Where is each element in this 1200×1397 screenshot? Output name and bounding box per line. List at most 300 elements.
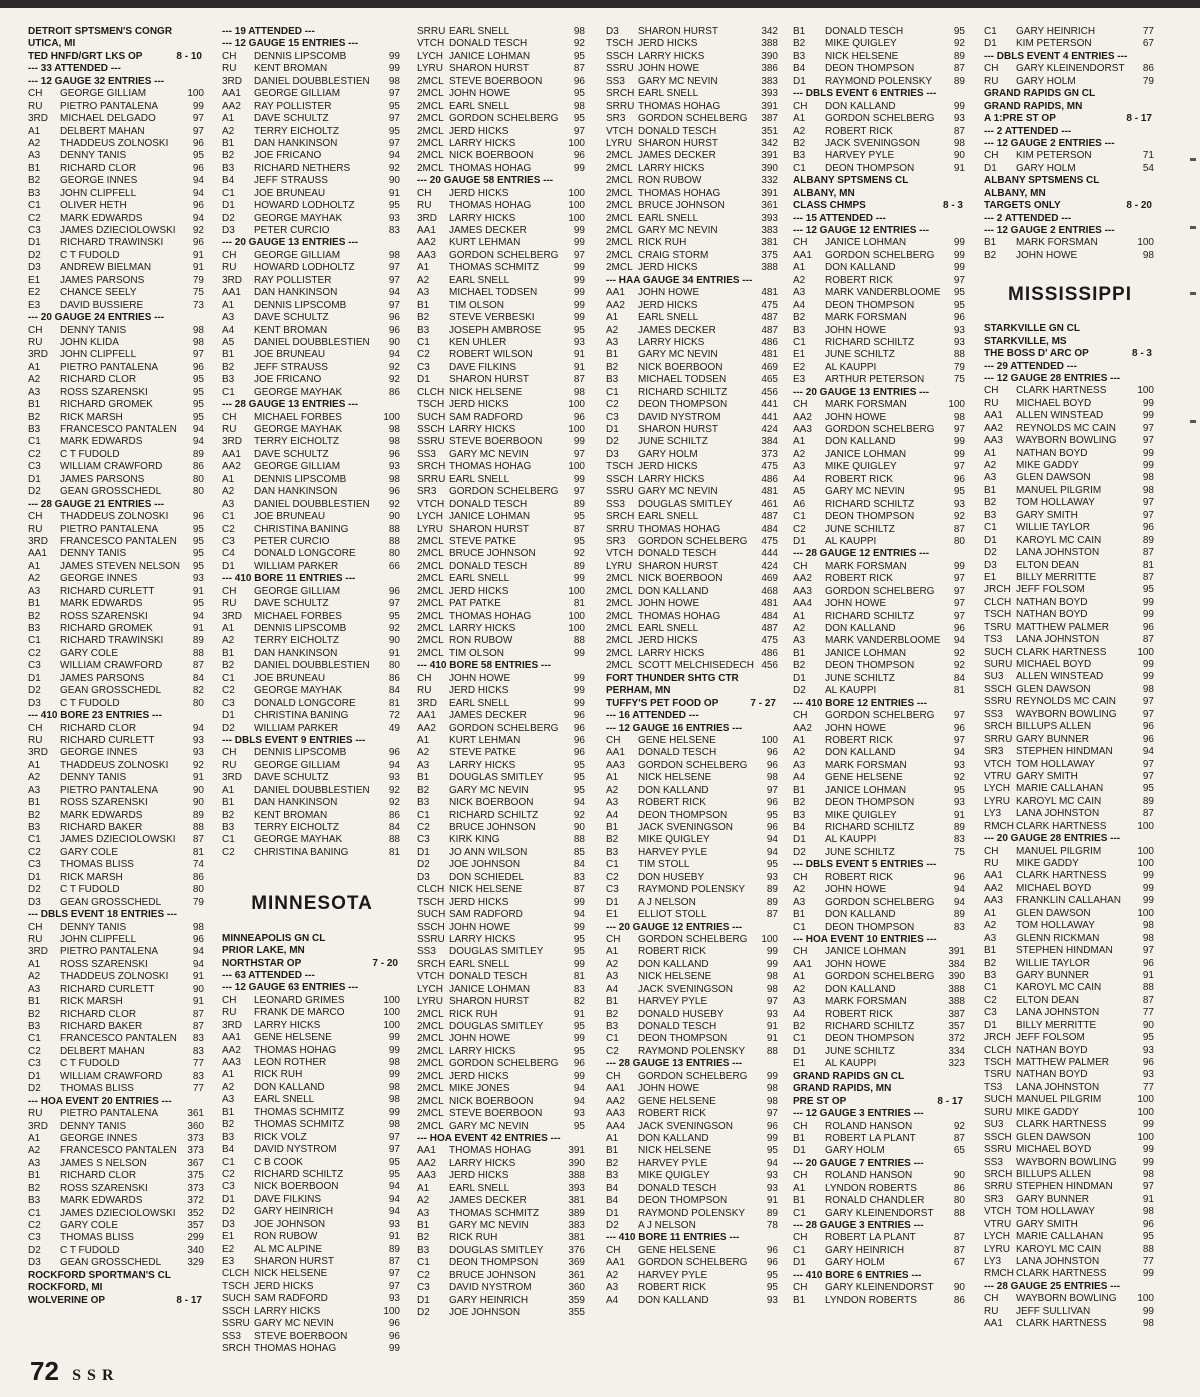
score: 93 (388, 1218, 400, 1230)
score: 99 (1142, 870, 1154, 882)
shooter-name: ROSS SZARENSKI (60, 797, 148, 809)
place-class: C2 (222, 685, 235, 697)
event-heading: --- 12 GAUGE 32 ENTRIES --- (28, 75, 165, 87)
result-row (984, 783, 1156, 795)
place-class: C1 (793, 162, 806, 174)
place-class: 2MCL (417, 585, 444, 597)
place-class: SRRU (417, 473, 446, 485)
shooter-name: MIKE QUIGLEY (638, 1170, 710, 1182)
result-row (222, 138, 402, 150)
score: 100 (383, 1305, 400, 1317)
shooter-name: FRANCESCO PANTALEN (60, 535, 177, 547)
result-row (984, 26, 1156, 38)
place-class: C2 (606, 1045, 619, 1057)
score: 54 (1142, 162, 1154, 174)
result-row (793, 1021, 967, 1033)
score: 91 (192, 623, 204, 634)
result-row (28, 1046, 206, 1058)
place-class: D3 (28, 896, 41, 908)
place-class: C1 (793, 1033, 806, 1045)
shooter-name: JUNE SCHILTZ (638, 436, 708, 448)
result-row (417, 909, 587, 921)
shooter-name: ROLAND HANSON (825, 1120, 913, 1132)
result-row (606, 959, 780, 971)
result-row (222, 1293, 402, 1305)
shooter-name: BILLUPS ALLEN (1016, 721, 1092, 733)
place-class: B1 (417, 772, 430, 784)
place-class: C2 (28, 647, 41, 659)
score: 393 (761, 88, 778, 100)
result-row (417, 1096, 587, 1108)
result-row (984, 933, 1156, 945)
place-class: AA3 (606, 759, 625, 771)
place-class: B3 (28, 1195, 41, 1207)
result-row (984, 1119, 1156, 1131)
result-row (222, 1281, 402, 1293)
shooter-name: ALLEN WINSTEAD (1016, 671, 1104, 683)
shooter-name: DAN HANKINSON (254, 797, 338, 809)
result-row (417, 188, 587, 200)
place-class: C1 (28, 436, 41, 448)
place-class: D3 (417, 871, 430, 883)
score: 89 (573, 498, 585, 510)
place-class: 2MCL (417, 125, 444, 137)
result-row (984, 572, 1156, 584)
result-row (793, 909, 967, 921)
result-row (984, 76, 1156, 88)
shooter-name: THADDEUS ZOLNOSKI (60, 511, 169, 523)
shooter-name: THOMAS BLISS (60, 1232, 134, 1244)
result-row (417, 1195, 587, 1207)
shooter-name: DENNY TANIS (60, 921, 127, 933)
shoot-title (984, 348, 1156, 360)
score: 96 (953, 722, 965, 734)
shooter-name: GEAN GROSSCHEDL (60, 685, 162, 697)
score: 373 (187, 1182, 204, 1194)
result-row (222, 548, 402, 560)
place-class: AA2 (606, 299, 625, 311)
score: 97 (1142, 1181, 1154, 1193)
shooter-name: GORDON SCHELBERG (449, 486, 559, 498)
event-heading: --- 410 BORE 58 ENTRIES --- (417, 660, 551, 672)
event-heading: --- 20 GAUGE 13 ENTRIES --- (222, 237, 359, 249)
event-heading: --- 410 BORE 12 ENTRIES --- (793, 697, 927, 709)
result-row (984, 1206, 1156, 1218)
result-row (28, 747, 206, 759)
place-class: CH (606, 1244, 621, 1256)
shooter-name: ROBERT RICK (825, 125, 893, 137)
result-row (606, 822, 780, 834)
score: 388 (568, 1170, 585, 1182)
shooter-name: DEON THOMPSON (638, 1033, 728, 1045)
event-heading: --- 28 GAUGE 25 ENTRIES --- (984, 1280, 1121, 1292)
shooter-name: PETER CURCIO (254, 225, 330, 236)
place-class: D2 (793, 685, 806, 697)
place-class: AA2 (222, 461, 241, 473)
score: 96 (1142, 1057, 1154, 1068)
score: 98 (192, 921, 204, 933)
result-row (28, 548, 206, 560)
score: 88 (192, 822, 204, 833)
shooter-name: JERD HICKS (638, 38, 698, 50)
score: 94 (766, 1157, 778, 1169)
place-class: A1 (793, 262, 806, 274)
shooter-name: EARL SNELL (638, 312, 699, 324)
result-row (222, 1343, 402, 1355)
score: 99 (573, 896, 585, 908)
score: 98 (766, 772, 778, 784)
shooter-name: WAYBORN BOWLING (1016, 435, 1117, 447)
score: 97 (1142, 758, 1154, 770)
place-class: B2 (28, 809, 41, 821)
club-heading: ALBANY, MN (793, 187, 855, 199)
score: 384 (761, 436, 778, 448)
result-row (222, 698, 402, 710)
place-class: B1 (222, 797, 235, 809)
place-class: SSCH (606, 473, 634, 485)
place-class: AA3 (417, 1170, 436, 1182)
result-row (793, 946, 967, 958)
shooter-name: SHARON HURST (254, 1256, 335, 1267)
result-row (984, 1045, 1156, 1057)
shooter-name: THOMAS HOHAG (449, 1145, 532, 1157)
place-class: VTCH (606, 548, 634, 560)
place-class: 2MCL (417, 88, 444, 100)
shooter-name: TIM STOLL (638, 859, 690, 871)
score: 86 (953, 1294, 965, 1306)
shooter-name: MICHAEL BOYD (1016, 397, 1092, 409)
score: 94 (192, 187, 204, 199)
place-class: LYRU (417, 523, 443, 535)
result-row (984, 883, 1156, 895)
club-heading: ALBANY, MN (984, 187, 1046, 199)
result-row (606, 101, 780, 113)
score: 91 (192, 249, 204, 261)
shooter-name: STEPHEN HINDMAN (1016, 1181, 1113, 1193)
shooter-name: GEAN GROSSCHEDL (60, 1257, 162, 1269)
score: 95 (953, 299, 965, 311)
place-class: RU (28, 734, 43, 746)
score: 77 (1142, 1007, 1154, 1019)
shooter-name: ROBERT RICK (825, 734, 893, 746)
shooter-name: DOUGLAS SMITLEY (638, 498, 733, 510)
result-row (222, 349, 402, 361)
place-class: A3 (417, 1207, 430, 1219)
score: 97 (388, 274, 400, 286)
score: 93 (573, 336, 585, 348)
shooter-name: GARY HOLM (1016, 75, 1076, 87)
result-row (417, 1208, 587, 1220)
place-class: C3 (417, 1282, 430, 1294)
result-row (793, 611, 967, 623)
score: 95 (573, 324, 585, 336)
result-row (28, 113, 206, 125)
shooter-name: DONALD TESCH (449, 498, 528, 510)
spacer (984, 262, 1156, 274)
shooter-name: GENE HELSENE (638, 734, 716, 746)
score: 97 (1142, 497, 1154, 509)
result-row (28, 660, 206, 672)
result-row (417, 362, 587, 374)
score: 98 (388, 1081, 400, 1093)
place-class: D1 (984, 38, 997, 50)
result-row (28, 1009, 206, 1021)
shooter-name: KIRK KING (449, 834, 500, 846)
place-class: C2 (222, 523, 235, 535)
place-class: C1 (793, 336, 806, 348)
shooter-name: DONALD TESCH (638, 747, 717, 759)
score: 90 (388, 511, 400, 523)
shooter-name: GLEN DAWSON (1016, 907, 1091, 919)
place-class: LYCH (417, 50, 443, 62)
shooter-name: ROLAND HANSON (825, 1170, 913, 1182)
place-class: B3 (417, 1244, 430, 1256)
result-row (222, 1032, 402, 1044)
result-row (793, 1133, 967, 1145)
result-row (417, 1295, 587, 1307)
result-row (417, 275, 587, 287)
score: 73 (192, 299, 204, 311)
score: 91 (388, 647, 400, 659)
place-class: A1 (417, 262, 430, 274)
score: 97 (953, 573, 965, 585)
shooter-name: HARVEY PYLE (825, 150, 895, 162)
result-row (417, 959, 587, 971)
place-class: 2MCL (606, 585, 633, 597)
shooter-name: ROBERT RICK (638, 946, 706, 958)
place-class: TSCH (417, 896, 445, 908)
shooter-name: ROSS SZARENSKI (60, 386, 148, 398)
shooter-name: GORDON SCHELBERG (638, 759, 748, 771)
result-row (222, 635, 402, 647)
result-row (28, 1071, 206, 1083)
place-class: LYRU (606, 137, 632, 149)
place-class: CH (606, 1070, 621, 1082)
result-row (793, 449, 967, 461)
score: 98 (766, 983, 778, 995)
shooter-name: SCOTT MELCHISEDECH (638, 660, 754, 672)
shooter-name: DON HUSEBY (638, 871, 705, 883)
place-class: A5 (793, 486, 806, 498)
result-row (28, 1021, 206, 1033)
shooter-name: C T FUDOLD (60, 1244, 120, 1256)
shoot-title (606, 698, 780, 710)
place-class: D3 (28, 697, 41, 709)
result-row (984, 1231, 1156, 1243)
result-row (222, 598, 402, 610)
score: 475 (761, 535, 778, 547)
result-row (793, 499, 967, 511)
score: 88 (766, 1045, 778, 1057)
place-class: B1 (793, 26, 806, 37)
place-class: B2 (28, 610, 41, 622)
place-class: AA1 (417, 225, 436, 236)
score: 95 (573, 772, 585, 784)
score: 87 (573, 63, 585, 75)
place-class: C1 (222, 834, 235, 846)
place-class: SRCH (606, 88, 635, 100)
shooter-name: DON KALLAND (825, 100, 896, 112)
result-row (606, 436, 780, 448)
shooter-name: DONALD TESCH (638, 548, 717, 560)
shooter-name: WILLIE TAYLOR (1016, 522, 1090, 534)
score: 99 (388, 1044, 400, 1056)
score: 80 (388, 660, 400, 672)
shooter-name: MIKE QUIGLEY (638, 834, 710, 846)
score: 96 (192, 361, 204, 373)
result-row (984, 472, 1156, 484)
result-row (984, 1144, 1156, 1156)
score: 93 (388, 772, 400, 784)
shooter-name: ALLEN WINSTEAD (1016, 410, 1104, 422)
event-heading: --- 63 ATTENDED --- (222, 969, 315, 981)
score: 72 (388, 710, 400, 722)
place-class: 2MCL (606, 249, 633, 261)
shooter-name: MANUEL PILGRIM (1016, 484, 1102, 496)
event-heading: --- DBLS EVENT 9 ENTRIES --- (222, 734, 366, 746)
place-class: AA1 (606, 1257, 625, 1269)
shooter-name: JEFF FOLSOM (1016, 584, 1085, 596)
score: 340 (187, 1244, 204, 1256)
shooter-name: DENNY TANIS (60, 1120, 127, 1132)
result-row (222, 673, 402, 685)
place-class: A1 (28, 1132, 41, 1144)
result-row (417, 26, 587, 38)
shooter-name: GEORGE INNES (60, 747, 138, 759)
result-row (606, 909, 780, 921)
shooter-name: STEVE BOERBOON (254, 1330, 348, 1342)
shooter-name: KAROYL MC CAIN (1016, 1243, 1102, 1255)
shooter-name: JAMES DZIECIOLOWSKI (60, 225, 176, 236)
shooter-name: JACK SVENINGSON (638, 822, 734, 833)
shooter-name: ELTON DEAN (1016, 994, 1079, 1006)
state-heading: MISSISSIPPI (1008, 283, 1132, 305)
result-row (984, 1244, 1156, 1256)
shooter-name: JERD HICKS (449, 585, 509, 597)
score: 91 (766, 1021, 778, 1032)
place-class: A1 (28, 958, 41, 970)
place-class: RU (222, 1007, 237, 1019)
place-class: B1 (417, 1220, 430, 1231)
place-class: A2 (28, 374, 41, 386)
shooter-name: GENE HELSENE (638, 1095, 716, 1107)
place-class: CH (28, 88, 43, 100)
shooter-name: ROBERT RICK (825, 274, 893, 286)
place-class: D2 (28, 249, 41, 261)
score: 87 (192, 660, 204, 672)
shooter-name: THOMAS HOHAG (638, 523, 721, 535)
place-class: TSRU (984, 1069, 1012, 1081)
place-class: 2MCL (606, 262, 633, 274)
place-class: 2MCL (417, 113, 444, 125)
score: 95 (766, 1145, 778, 1157)
place-class: B1 (793, 1294, 806, 1306)
score: 100 (383, 994, 400, 1006)
edge-mark (1190, 226, 1196, 229)
result-row (606, 1108, 780, 1120)
score: 90 (192, 983, 204, 995)
shooter-name: ROSS SZARENSKI (60, 958, 148, 970)
result-row (417, 1158, 587, 1170)
place-class: D1 (793, 75, 806, 87)
score: 96 (766, 1120, 778, 1132)
shooter-name: JUNE SCHILTZ (825, 349, 895, 361)
place-class: AA4 (793, 598, 812, 610)
result-row (417, 237, 587, 249)
shooter-name: JEFF FOLSOM (1016, 1032, 1085, 1044)
shooter-name: WILLIAM PARKER (254, 722, 339, 734)
result-row (793, 101, 967, 113)
shooter-name: DEON THOMPSON (825, 660, 915, 672)
result-row (606, 1071, 780, 1083)
place-class: AA2 (606, 1095, 625, 1107)
score: 86 (388, 672, 400, 684)
shooter-name: JOHN HOWE (1016, 249, 1078, 261)
shooter-name: GENE HELSENE (638, 1244, 716, 1256)
score: 96 (388, 448, 400, 460)
spacer (222, 872, 402, 884)
place-class: SS3 (984, 1156, 1003, 1168)
score: 334 (948, 1045, 965, 1057)
place-class: A4 (222, 324, 235, 336)
result-row (28, 1208, 206, 1220)
place-class: CH (793, 399, 808, 411)
shooter-name: RAY POLLISTER (254, 100, 332, 112)
result-row (222, 1107, 402, 1119)
score: 97 (766, 784, 778, 796)
result-row (606, 623, 780, 635)
score: 100 (1137, 1131, 1154, 1143)
shooter-name: DON KALLAND (638, 958, 709, 970)
place-class: C3 (28, 660, 41, 672)
page-number: 72 (30, 1356, 59, 1386)
result-row (417, 573, 587, 585)
score: 84 (192, 672, 204, 684)
place-class: SURU (984, 659, 1013, 670)
place-class: 2MCL (606, 573, 633, 585)
result-row (606, 200, 780, 212)
place-class: A3 (28, 386, 41, 398)
place-class: 2MCL (417, 100, 444, 112)
result-row (28, 698, 206, 710)
place-class: CLCH (222, 1268, 250, 1280)
score: 97 (573, 448, 585, 460)
score: 424 (761, 560, 778, 572)
shooter-name: JO ANN WILSON (449, 846, 528, 858)
result-row (222, 163, 402, 175)
result-row (606, 511, 780, 523)
shooter-name: RICHARD CLOR (60, 374, 137, 386)
place-class: RU (222, 759, 237, 771)
result-row (28, 723, 206, 735)
score: 98 (192, 324, 204, 336)
shooter-name: SHARON HURST (449, 63, 530, 75)
score: 97 (573, 249, 585, 261)
score: 95 (192, 548, 204, 560)
place-class: AA1 (984, 1318, 1003, 1330)
score: 96 (766, 1257, 778, 1269)
place-class: A4 (793, 299, 806, 311)
result-row (984, 945, 1156, 957)
result-row (417, 897, 587, 909)
score: 99 (573, 647, 585, 659)
score: 393 (568, 1182, 585, 1194)
score: 390 (761, 50, 778, 62)
shooter-name: RICHARD BAKER (60, 822, 143, 833)
score: 99 (1142, 1268, 1154, 1280)
result-row (606, 1220, 780, 1232)
result-row (28, 88, 206, 100)
